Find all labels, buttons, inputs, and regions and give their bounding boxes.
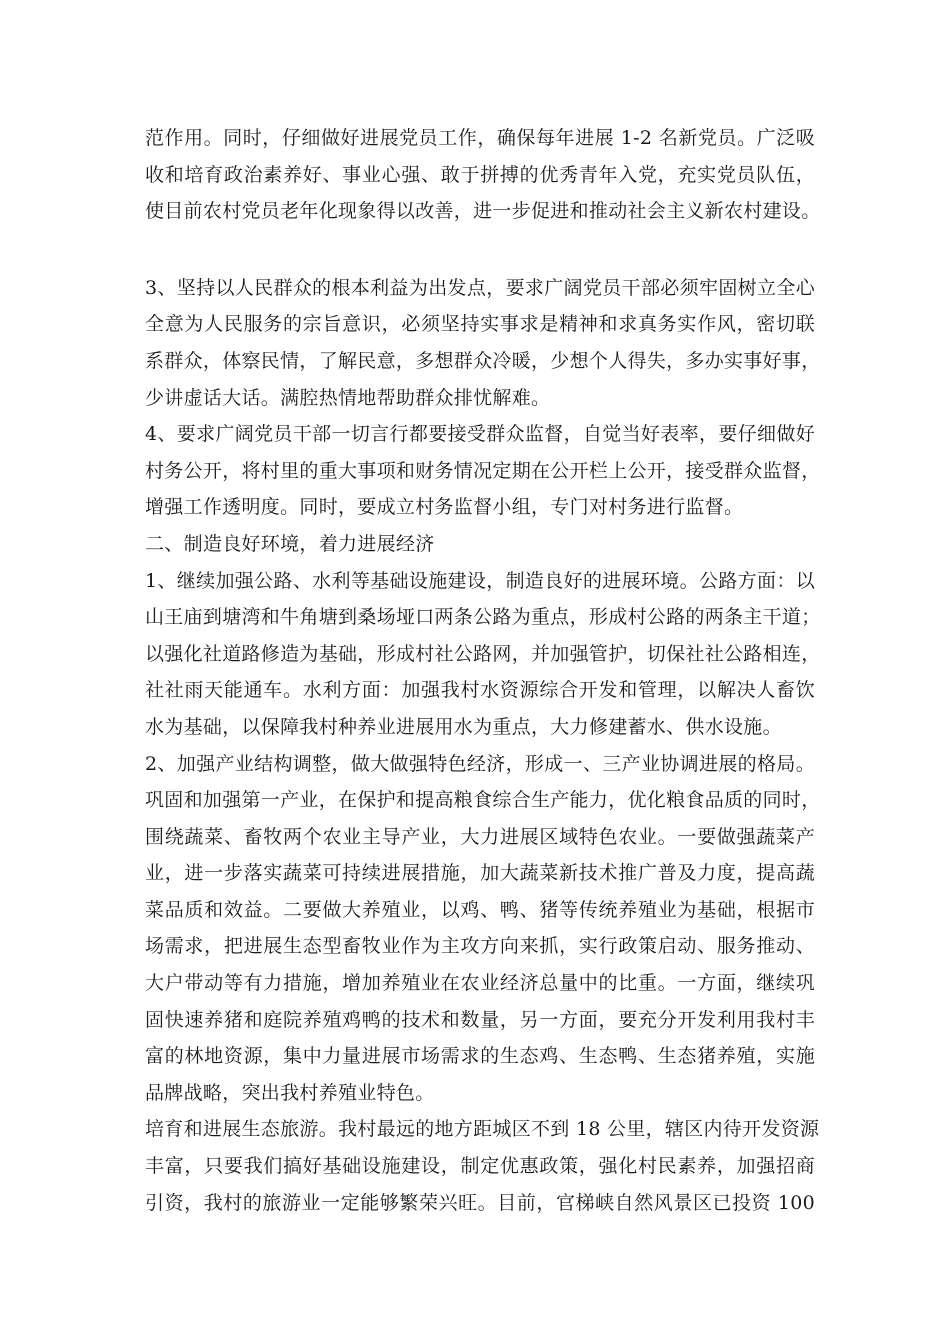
text-line: 2、加强产业结构调整，做大做强特色经济，形成一、三产业协调进展的格局。	[145, 752, 815, 775]
paragraph-block-1	[145, 120, 821, 230]
text-line: 固快速养猪和庭院养殖鸡鸭的技术和数量，另一方面，要充分开发利用我村丰	[145, 1008, 815, 1031]
document-body	[145, 120, 821, 1221]
paragraph-gap	[145, 230, 815, 270]
text-line: 以强化社道路修造为基础，形成村社公路网，并加强管护，切保社社公路相连，	[145, 642, 821, 665]
paragraph-block-2	[145, 270, 821, 1221]
text-line: 增强工作透明度。同时，要成立村务监督小组，专门对村务进行监督。	[145, 496, 744, 519]
text-line: 3、坚持以人民群众的根本利益为出发点，要求广阔党员干部必须牢固树立全心	[145, 276, 815, 299]
text-line: 4、要求广阔党员干部一切言行都要接受群众监督，自觉当好表率，要仔细做好	[145, 423, 815, 446]
text-line: 全意为人民服务的宗旨意识，必须坚持实事求是精神和求真务实作风，密切联	[145, 313, 815, 336]
text-line: 场需求，把进展生态型畜牧业作为主攻方向来抓，实行政策启动、服务推动、	[145, 935, 815, 958]
section-heading: 二、制造良好环境，着力进展经济	[145, 532, 435, 555]
text-line: 富的林地资源，集中力量进展市场需求的生态鸡、生态鸭、生态猪养殖，实施	[145, 1045, 815, 1068]
text-line: 菜品质和效益。二要做大养殖业，以鸡、鸭、猪等传统养殖业为基础，根据市	[145, 898, 815, 921]
text-line: 1、继续加强公路、水利等基础设施建设，制造良好的进展环境。公路方面：以	[145, 569, 815, 592]
text-line: 围绕蔬菜、畜牧两个农业主导产业，大力进展区域特色农业。一要做强蔬菜产	[145, 825, 815, 848]
text-line: 品牌战略，突出我村养殖业特色。	[145, 1081, 435, 1104]
text-line: 社社雨天能通车。水利方面：加强我村水资源综合开发和管理，以解决人畜饮	[145, 679, 815, 702]
text-line: 山王庙到塘湾和牛角塘到桑场垭口两条公路为重点，形成村公路的两条主干道；	[145, 606, 821, 629]
text-line: 收和培育政治素养好、事业心强、敢于拼搏的优秀青年入党，充实党员队伍，	[145, 163, 815, 186]
text-line: 使目前农村党员老年化现象得以改善，进一步促进和推动社会主义新农村建设。	[145, 200, 821, 223]
text-line: 引资，我村的旅游业一定能够繁荣兴旺。目前，官梯峡自然风景区已投资 100	[145, 1191, 815, 1214]
text-line: 村务公开，将村里的重大事项和财务情况定期在公开栏上公开，接受群众监督，	[145, 459, 821, 482]
text-line: 系群众，体察民情，了解民意，多想群众冷暖，少想个人得失，多办实事好事，	[145, 349, 821, 372]
text-line: 少讲虚话大话。满腔热情地帮助群众排忧解难。	[145, 386, 551, 409]
text-line: 巩固和加强第一产业，在保护和提高粮食综合生产能力，优化粮食品质的同时，	[145, 789, 821, 812]
text-line: 业，进一步落实蔬菜可持续进展措施，加大蔬菜新技术推广普及力度，提高蔬	[145, 862, 815, 885]
text-line: 大户带动等有力措施，增加养殖业在农业经济总量中的比重。一方面，继续巩	[145, 972, 815, 995]
text-line: 水为基础，以保障我村种养业进展用水为重点，大力修建蓄水、供水设施。	[145, 715, 782, 738]
text-line: 范作用。同时，仔细做好进展党员工作，确保每年进展 1-2 名新党员。广泛吸	[145, 127, 815, 149]
text-line: 培育和进展生态旅游。我村最远的地方距城区不到 18 公里，辖区内待开发资源	[145, 1118, 820, 1141]
text-line: 丰富，只要我们搞好基础设施建设，制定优惠政策，强化村民素养，加强招商	[145, 1155, 815, 1178]
